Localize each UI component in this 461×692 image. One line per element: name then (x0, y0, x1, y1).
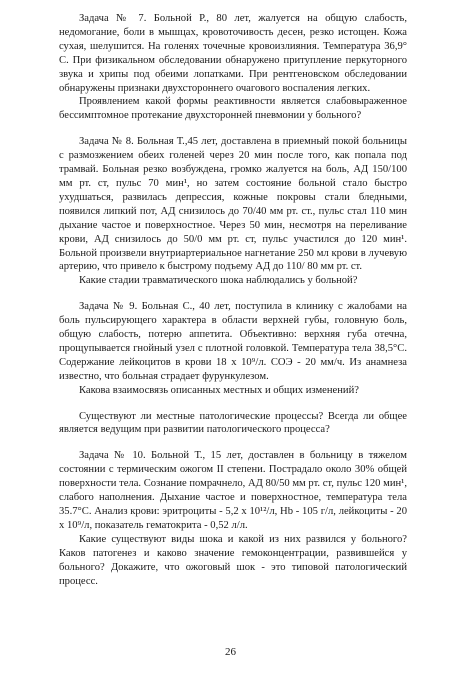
task-7-text: Задача № 7. Больной Р., 80 лет, жалуется на общую слабость, недомогание, боли в мышцах, кровоточивость десен, резко истощен. Кожа сухая, шелушится. На голенях точечные кровоизлияния. Температура 36,9° С. При физикальном обследовании обнаружено притупление перкуторного звука и хрипы под обеими лопатками. При рентгеновском обследовании обнаружены признаки двухстороннего очагового воспаления легких. (59, 13, 407, 94)
task-8-text: Задача № 8. Больная Т.,45 лет, доставлена в приемный покой больницы с размозжением обеих голеней через 20 мин после того, как попала под трамвай. Больная резко возбуждена, громко жалуется на боль, АД 150/100 мм рт. ст, пульс 70 мин¹, но затем состояние больной стало быстро ухудшаться, развилась депрессия, кожные покровы стали бледными, появился липкий пот, АД снизилось до 70/40 мм рт. ст., пульс стал 110 мин дыхание частое и поверхностное. Через 50 мин, несмотря на переливание крови, АД снизилось до 50/0 мм рт. ст, пульс участился до 120 мин¹. Больной произвели внутриартериальное нагнетание 250 мл крови в лучевую артерию, что привело к быстрому подъему АД до 110/ 80 мм рт. ст. (59, 136, 407, 273)
task-8-question: Какие стадии травматического шока наблюдались у больной? (79, 275, 358, 287)
task-9-question-2: Существуют ли местные патологические процессы? Всегда ли общее является ведущим при развитии патологического процесса? (59, 410, 407, 436)
task-9-question-1: Какова взаимосвязь описанных местных и общих изменений? (79, 384, 359, 396)
page-number: 26 (225, 646, 236, 658)
task-7-question: Проявлением какой формы реактивности является слабовыраженное бессимптомное протекание двухсторонней пневмонии у больного? (59, 96, 407, 122)
task-9-text: Задача № 9. Больная С., 40 лет, поступила в клинику с жалобами на боль пульсирующего характера в области верхней губы, головную боль, общую слабость, потерю аппетита. Объективно: верхняя губа отечна, прощупывается гнойный узел с плотной головкой. Температура тела 38,5°С. Содержание лейкоцитов в крови 18 х 10⁹/л. СОЭ - 20 мм/ч. Из анамнеза известно, что больная страдает фурункулезом. (59, 301, 407, 382)
task-10-question: Какие существуют виды шока и какой из них развился у больного? Каков патогенез и каково значение гемоконцентрации, развившейся у больного? Докажите, что ожоговый шок - это типовой патологический процесс. (59, 533, 407, 587)
task-10-text: Задача № 10. Больной Т., 15 лет, доставлен в больницу в тяжелом состоянии с термическим ожогом II степени. Пострадало около 30% общей поверхности тела. Сознание помрачнело, АД 80/50 мм рт. ст, пульс 120 мин¹, слабого наполнения. Дыхание частое и поверхностное, температура тела 35.7°С. Анализ крови: эритроциты - 5,2 х 10¹²/л, Hb - 105 г/л, лейкоциты - 20 х 10⁹/л, показатель гематокрита - 0,52 л/л. (59, 450, 407, 531)
